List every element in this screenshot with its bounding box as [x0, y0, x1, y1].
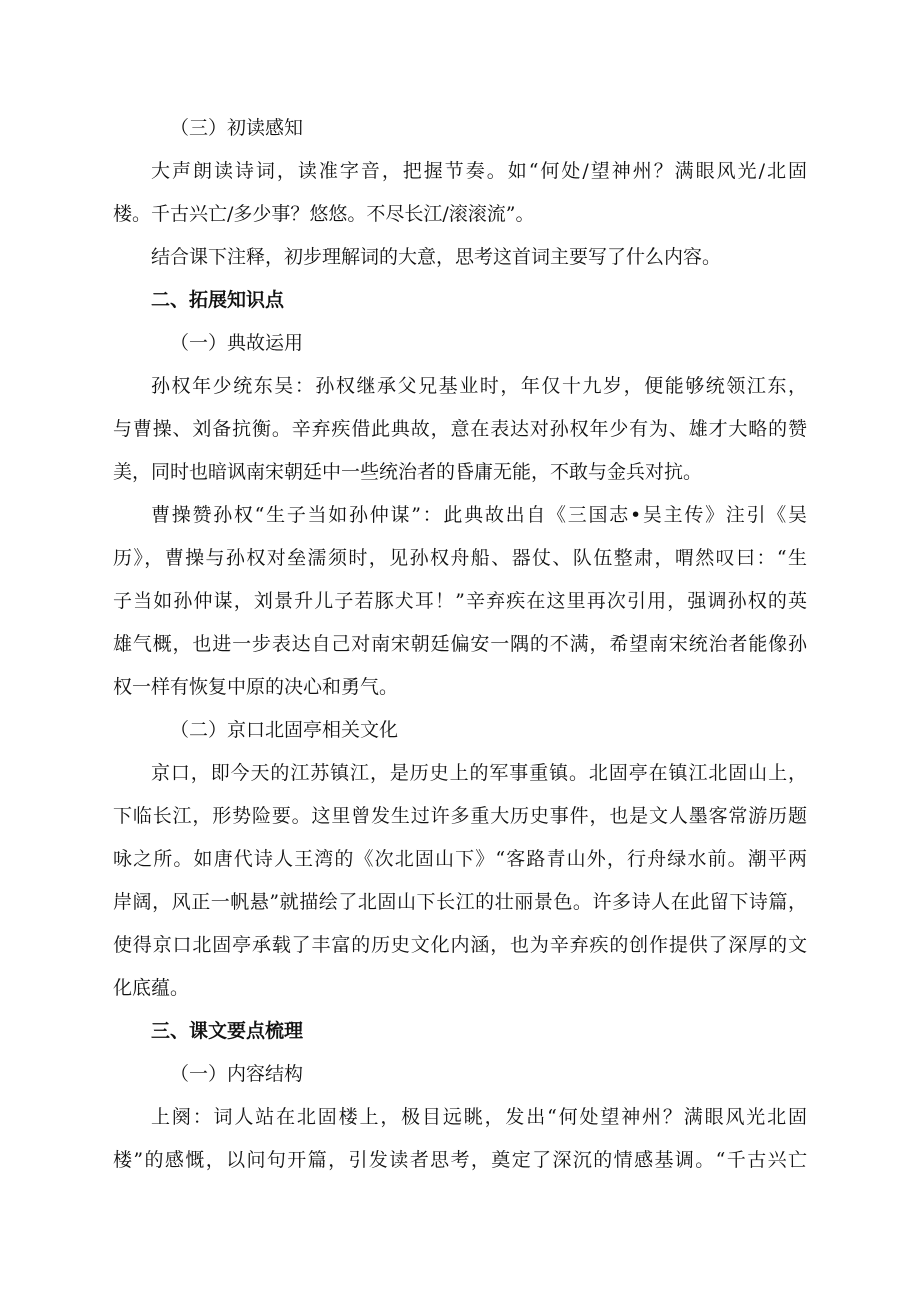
paragraph-line: 历》，曹操与孙权对垒濡须时，见孙权舟船、器仗、队伍整肃，喟然叹曰：“生 — [113, 547, 807, 569]
section-heading-content-structure: （一）内容结构 — [170, 1063, 304, 1085]
paragraph-line: 岸阔，风正一帆悬”就描绘了北固山下长江的壮丽景色。许多诗人在此留下诗篇， — [113, 891, 807, 913]
paragraph-line: 美，同时也暗讽南宋朝廷中一些统治者的昏庸无能，不敢与金兵对抗。 — [113, 461, 703, 483]
paragraph-line: 与曹操、刘备抗衡。辛弃疾借此典故，意在表达对孙权年少有为、雄才大略的赞 — [113, 418, 807, 440]
paragraph-line: 下临长江，形势险要。这里曾发生过许多重大历史事件，也是文人墨客常游历题 — [113, 805, 807, 827]
paragraph-line: 使得京口北固亭承载了丰富的历史文化内涵，也为辛弃疾的创作提供了深厚的文 — [113, 934, 807, 956]
part-heading-extended-knowledge: 二、拓展知识点 — [151, 289, 285, 311]
section-heading-allusions: （一）典故运用 — [170, 332, 304, 354]
section-heading-initial-reading: （三）初读感知 — [170, 117, 304, 139]
paragraph-line: 楼”的感慨，以问句开篇，引发读者思考，奠定了深沉的情感基调。“千古兴亡 — [113, 1149, 807, 1171]
paragraph-line: 京口，即今天的江苏镇江，是历史上的军事重镇。北固亭在镇江北固山上， — [151, 762, 807, 784]
part-heading-key-points: 三、课文要点梳理 — [151, 1020, 304, 1042]
paragraph-line: 曹操赞孙权“生子当如孙仲谋”：此典故出自《三国志•吴主传》注引《吴 — [151, 504, 807, 526]
paragraph-line: 咏之所。如唐代诗人王湾的《次北固山下》“客路青山外，行舟绿水前。潮平两 — [113, 848, 807, 870]
paragraph-line: 子当如孙仲谋，刘景升儿子若豚犬耳！”辛弃疾在这里再次引用，强调孙权的英 — [113, 590, 807, 612]
paragraph-line: 上阕：词人站在北固楼上，极目远眺，发出“何处望神州？满眼风光北固 — [151, 1106, 807, 1128]
section-heading-jingkou: （二）京口北固亭相关文化 — [170, 719, 399, 741]
paragraph-line: 楼。千古兴亡/多少事？悠悠。不尽长江/滚滚流”。 — [113, 203, 535, 225]
paragraph-line: 化底蕴。 — [113, 977, 190, 999]
paragraph-line: 结合课下注释，初步理解词的大意，思考这首词主要写了什么内容。 — [151, 246, 722, 268]
paragraph-line: 权一样有恢复中原的决心和勇气。 — [113, 676, 399, 698]
paragraph-line: 大声朗读诗词，读准字音，把握节奏。如“何处/望神州？满眼风光/北固 — [151, 160, 807, 182]
paragraph-line: 雄气概，也进一步表达自己对南宋朝廷偏安一隅的不满，希望南宋统治者能像孙 — [113, 633, 807, 655]
paragraph-line: 孙权年少统东吴：孙权继承父兄基业时，年仅十九岁，便能够统领江东， — [151, 375, 807, 397]
